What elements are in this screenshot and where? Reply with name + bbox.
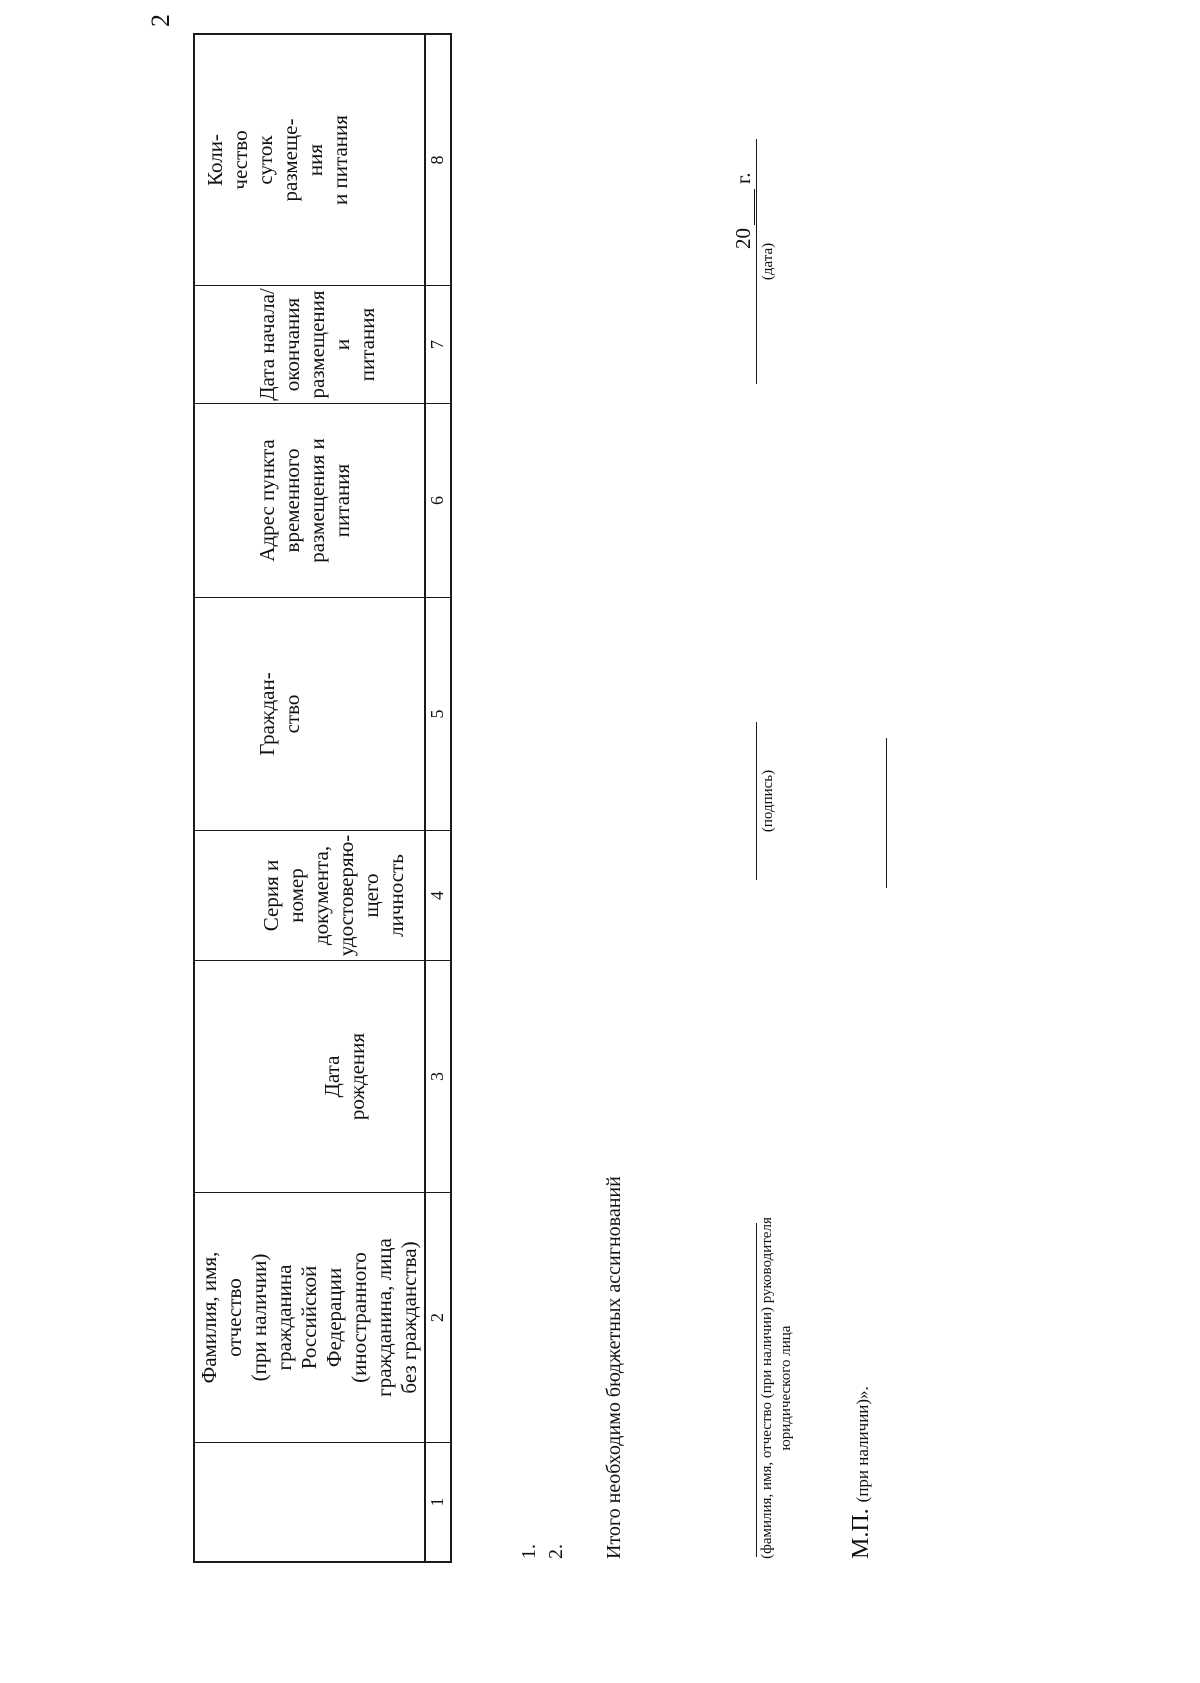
col-number-8: 8 [427,155,447,165]
total-budget-text: Итого необходимо бюджетных ассигнований [603,1176,625,1559]
stamp-mark: М.П. [848,1508,874,1559]
row-number-1: 1. [518,1544,540,1559]
header-col-7: Дата начала/ окончания размещения и питания [255,288,379,401]
header-col-8: Коли- чество суток размеще- ния и питания [203,115,352,205]
signature-line [756,722,757,880]
col-number-2: 2 [427,1313,447,1322]
row-number-2: 2. [545,1544,567,1559]
col-number-5: 5 [427,709,447,719]
date-year-suffix: г. [731,172,755,184]
header-col-4: Серия и номер документа, удостоверяю- щего личность [259,834,408,957]
table-left-border [193,1561,452,1563]
header-col-1 [195,1443,424,1561]
table-number-row-bottom-border [450,33,452,1563]
date-caption: (дата) [760,242,776,281]
name-signature-line [756,1223,757,1557]
header-col-5: Граждан- ство [255,672,304,756]
table-header-bottom-border [424,33,426,1563]
header-col-3: Дата рождения [319,1032,369,1121]
col-number-1: 1 [427,1497,447,1507]
date-line [756,139,757,384]
header-col-6: Адрес пункта временного размещения и питания [255,438,354,563]
stamp-suffix: (при наличии)». [853,1386,872,1503]
col-number-4: 4 [427,891,447,900]
col-number-3: 3 [427,1072,447,1081]
date-year-prefix: 20 [731,228,755,249]
header-col-2: Фамилия, имя, отчество (при наличии) гражданина Российской Федерации (иностранного гражданина, лица без гражданства) [197,1238,421,1397]
page-number: 2 [146,14,175,27]
stamp-text [848,1386,875,1559]
separator-line [886,738,887,888]
signature-caption: (подпись) [760,769,776,833]
col-number-7: 7 [427,340,447,349]
date-year-blank [754,189,755,225]
col-number-6: 6 [427,496,447,505]
name-caption: (фамилия, имя, отчество (при наличии) руководителя юридического лица [759,1217,794,1559]
